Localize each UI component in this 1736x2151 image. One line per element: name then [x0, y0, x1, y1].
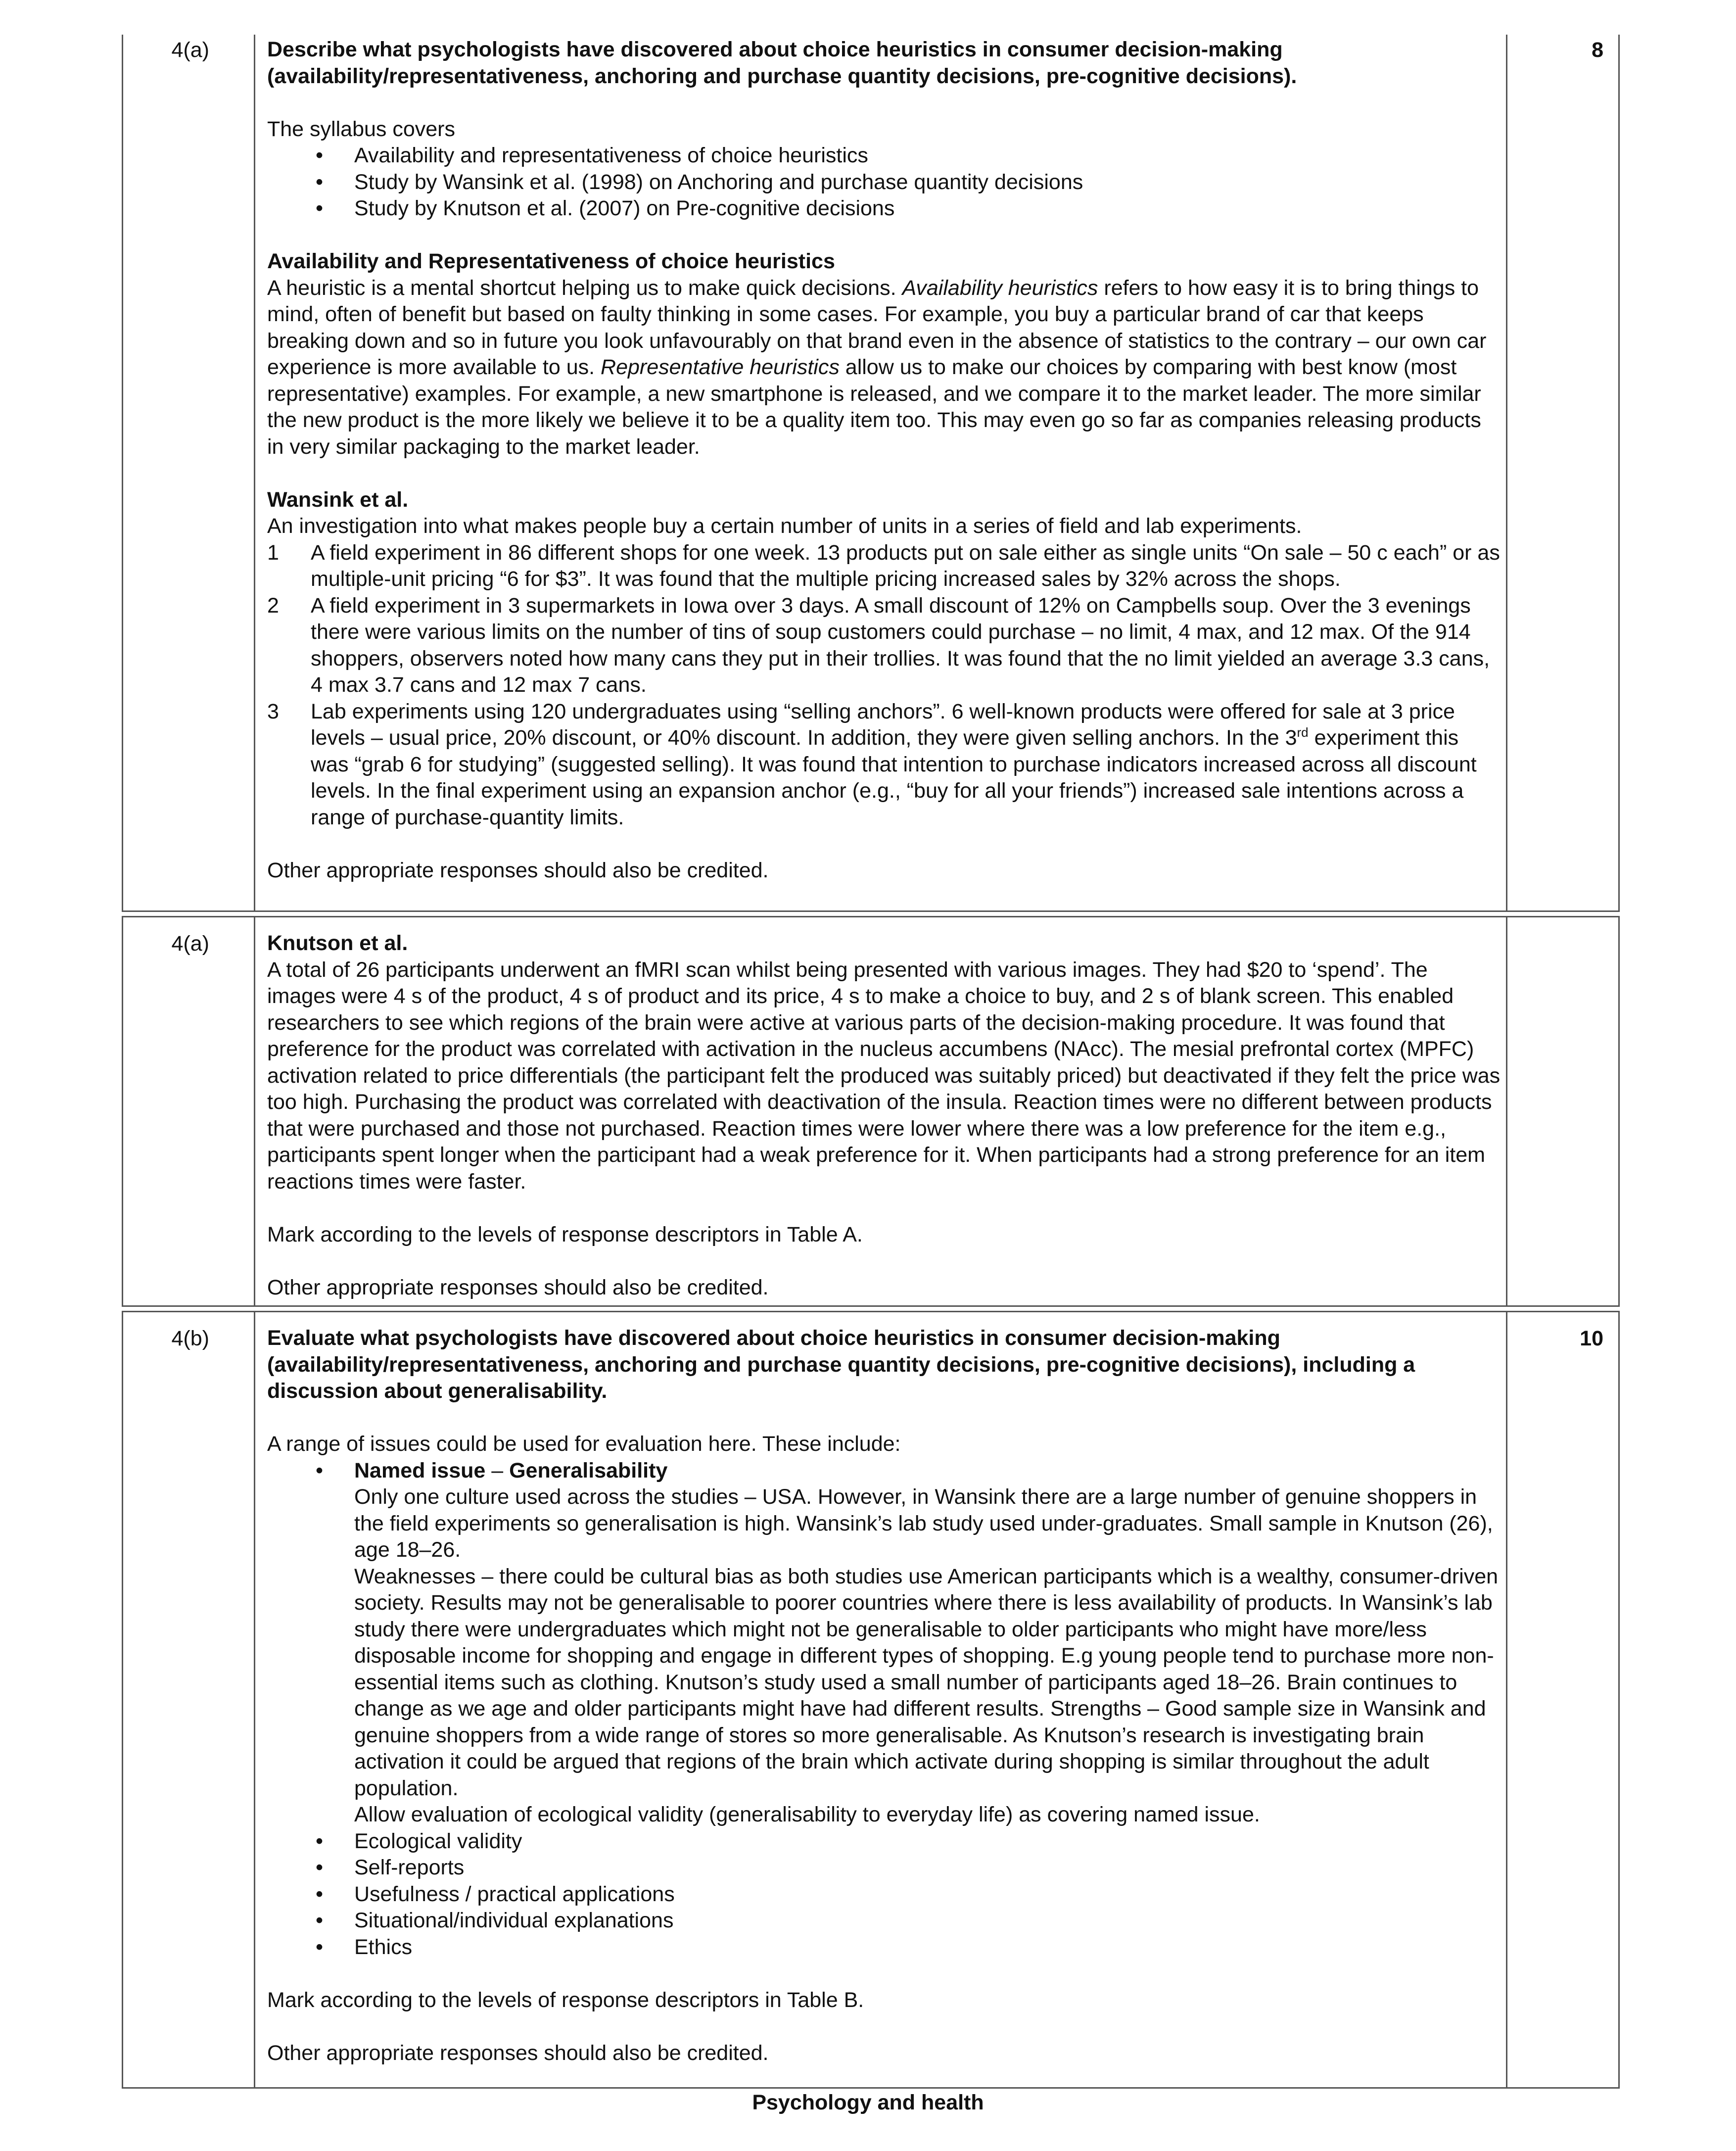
text-run: – — [485, 1458, 510, 1482]
text-run: allow us to make our choices by comparing with best know (most representative) examples. For example, a new smartphone is released, and we compare it to the market leader. The more similar the new product is the more likely we believe it to be a quality item too. This may even go so far as companies releasing products in very similar packaging to the market leader. — [267, 355, 1481, 459]
list-item — [267, 1458, 1501, 1828]
question-number: 4(b) — [171, 1327, 209, 1350]
answer-cell — [255, 1312, 1507, 2088]
list-item: • Study by Knutson et al. (2007) on Pre-cognitive decisions — [267, 195, 1501, 222]
table-bottom-border — [122, 2087, 1620, 2089]
question-cell — [123, 917, 255, 1305]
table-row — [122, 1312, 1620, 2088]
wansink-list — [267, 540, 1501, 831]
item-text: A field experiment in 3 supermarkets in Iowa over 3 days. A small discount of 12% on Campbells soup. Over the 3 evenings there were various limits on the number of tins of soup customers could purchase – no limit, 4 max, and 12 max. Of the 914 shoppers, observers noted how many cans they put in their trollies. It was found that the no limit yielded an average 3.3 cans, 4 max 3.7 cans and 12 max 7 cans. — [311, 593, 1490, 697]
question-number: 4(a) — [171, 932, 209, 956]
page-footer: Psychology and health — [752, 2091, 984, 2114]
text-run: A heuristic is a mental shortcut helping us to make quick decisions. — [267, 276, 902, 300]
text-run: refers to how easy it is to bring things to mind, often of benefit but based on faulty thinking in some cases. For example, you buy a particular brand of car that keeps breaking down and so in future you look unfavourably on that brand even in the absence of statistics to the contrary – our own car experience is more available to us. — [267, 276, 1487, 379]
mark-instruction: Mark according to the levels of response descriptors in Table A. — [267, 1222, 863, 1246]
syllabus-list — [267, 143, 1501, 222]
named-issue-label: Named issue — [354, 1458, 486, 1482]
section-heading: Availability and Representativeness of choice heuristics — [267, 249, 835, 273]
availability-paragraph — [267, 275, 1501, 461]
list-item: • Self-reports — [267, 1855, 1501, 1881]
answer-cell — [255, 917, 1507, 1305]
list-item: • Ethics — [267, 1934, 1501, 1961]
evaluation-issues-list — [267, 1458, 1501, 1961]
item-number: 3 — [267, 699, 279, 723]
answer-content — [267, 1325, 1501, 2066]
section-heading: Knutson et al. — [267, 931, 408, 955]
knutson-paragraph: A total of 26 participants underwent an fMRI scan whilst being presented with various images. They had $20 to ‘spend’. The images were 4 s of the product, 4 s of product and its price, 4 s to make a choice to buy, and 2 s of blank screen. This enabled researchers to see which regions of the brain were active at various parts of the decision-making procedure. It was found that preference for the product was correlated with activation in the nucleus accumbens (NAcc). The mesial prefrontal cortex (MPFC) activation related to price differentials (the participant felt the produced was suitably priced) but deactivated if they felt the price was too high. Purchasing the product was correlated with deactivation of the insula. Reaction times were no different between products that were purchased and those not purchased. Reaction times were lower where there was a low preference for the item e.g., participants spent longer when the participant had a weak preference for it. When participants had a strong preference for an item reactions times were faster. — [267, 957, 1501, 1194]
marks-cell — [1507, 35, 1618, 910]
answer-content — [267, 37, 1501, 884]
item-number: 1 — [267, 540, 279, 565]
list-item: • Usefulness / practical applications — [267, 1881, 1501, 1908]
marks-cell — [1507, 917, 1618, 1305]
table-row — [122, 917, 1620, 1305]
table-row — [122, 35, 1620, 910]
list-item: • Availability and representativeness of choice heuristics — [267, 143, 1501, 169]
list-item — [267, 540, 1501, 593]
answer-content — [267, 930, 1501, 1301]
item-number: 2 — [267, 593, 279, 618]
list-item: • Situational/individual explanations — [267, 1908, 1501, 1934]
question-heading: Describe what psychologists have discovered about choice heuristics in consumer decision-making (availability/representativeness, anchoring and purchase quantity decisions, pre-cognitive decisions). — [267, 38, 1297, 88]
other-responses-note: Other appropriate responses should also be credited. — [267, 1275, 769, 1299]
generalisability-text: Weaknesses – there could be cultural bias as both studies use American participants which is a wealthy, consumer-driven society. Results may not be generalisable to poorer countries where there is less availability of products. In Wansink’s lab study there were undergraduates which might not be generalisable to older participants who might have more/less disposable income for shopping and engage in different types of shopping. E.g young people tend to purchase more non-essential items such as clothing. Knutson’s study used a small number of participants aged 18–26. Brain continues to change as we age and older participants might have had different results. Strengths – Good sample size in Wansink and genuine shoppers from a wide range of stores so more generalisable. As Knutson’s research is investigating brain activation it could be argued that regions of the brain which activate during shopping is similar throughout the adult population. — [354, 1564, 1499, 1800]
section-heading: Wansink et al. — [267, 487, 409, 512]
list-item — [267, 699, 1501, 831]
syllabus-intro: The syllabus covers — [267, 117, 455, 141]
italic-term: Availability heuristics — [902, 276, 1098, 300]
other-responses-note: Other appropriate responses should also be credited. — [267, 858, 769, 882]
row-divider — [122, 1305, 1620, 1312]
item-text: Lab experiments using 120 undergraduates using “selling anchors”. 6 well-known products were offered for sale at 3 price levels – usual price, 20% discount, or 40% discount. In addition, they were given selling anchors. In the 3 — [311, 699, 1455, 750]
generalisability-text: Allow evaluation of ecological validity (generalisability to everyday life) as covering named issue. — [354, 1803, 1260, 1826]
italic-term: Representative heuristics — [601, 355, 840, 379]
answer-cell — [255, 35, 1507, 910]
marks-cell — [1507, 1312, 1618, 2088]
evaluation-intro: A range of issues could be used for evaluation here. These include: — [267, 1432, 901, 1456]
question-cell — [123, 1312, 255, 2088]
wansink-intro: An investigation into what makes people buy a certain number of units in a series of field and lab experiments. — [267, 514, 1302, 538]
generalisability-text: Only one culture used across the studies – USA. However, in Wansink there are a large number of genuine shoppers in the field experiments so generalisation is high. Wansink’s lab study used under-graduates. Small sample in Knutson (26), age 18–26. — [354, 1485, 1493, 1562]
marks-value: 8 — [1592, 38, 1603, 62]
named-issue-title: Generalisability — [509, 1458, 668, 1482]
question-heading: Evaluate what psychologists have discovered about choice heuristics in consumer decision-making (availability/representativeness, anchoring and purchase quantity decisions, pre-cognitive decisions), including a discussion about generalisability. — [267, 1326, 1415, 1403]
superscript: rd — [1297, 725, 1309, 740]
list-item: • Ecological validity — [267, 1828, 1501, 1855]
list-item: • Study by Wansink et al. (1998) on Anchoring and purchase quantity decisions — [267, 169, 1501, 196]
marks-value: 10 — [1580, 1327, 1603, 1350]
row-divider — [122, 910, 1620, 917]
question-cell — [123, 35, 255, 910]
mark-instruction: Mark according to the levels of response descriptors in Table B. — [267, 1988, 864, 2012]
item-text: experiment this was “grab 6 for studying” (suggested selling). It was found that intention to purchase indicators increased across all discount levels. In the final experiment using an expansion anchor (e.g., “buy for all your friends”) increased sale intentions across a range of purchase-quantity limits. — [311, 726, 1477, 829]
question-number: 4(a) — [171, 38, 209, 62]
other-responses-note: Other appropriate responses should also be credited. — [267, 2041, 769, 2065]
list-item — [267, 593, 1501, 699]
item-text: A field experiment in 86 different shops for one week. 13 products put on sale either as single units “On sale – 50 c each” or as multiple-unit pricing “6 for $3”. It was found that the multiple pricing increased sales by 32% across the shops. — [311, 540, 1500, 591]
